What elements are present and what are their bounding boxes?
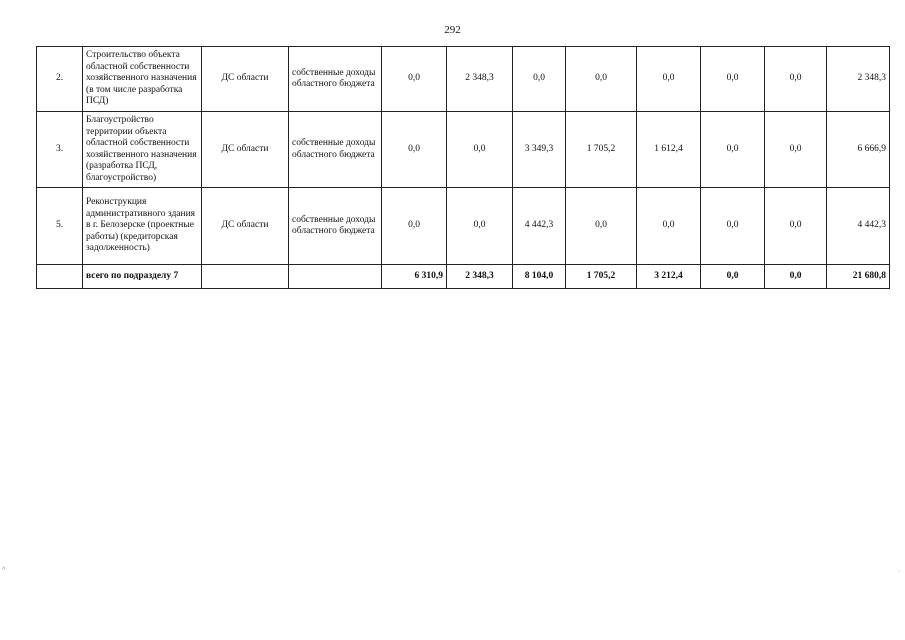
total-executor-cell (202, 265, 289, 289)
row-value: 0,0 (447, 112, 513, 188)
row-value: 0,0 (566, 188, 637, 265)
row-value: 0,0 (765, 47, 827, 112)
row-value: 0,0 (765, 188, 827, 265)
total-grand-value: 21 680,8 (827, 265, 890, 289)
row-value: 0,0 (513, 47, 566, 112)
row-value: 4 442,3 (513, 188, 566, 265)
page-number: 292 (444, 24, 461, 36)
row-source: собственные доходы областного бюджета (289, 112, 382, 188)
row-value: 0,0 (701, 112, 765, 188)
row-value: 0,0 (382, 47, 447, 112)
row-value: 0,0 (382, 188, 447, 265)
row-name: Строительство объекта областной собственности хозяйственного назначения (в том числе разработка ПСД) (83, 47, 202, 112)
row-total-value: 4 442,3 (827, 188, 890, 265)
row-executor: ДС области (202, 47, 289, 112)
row-index: 2. (37, 47, 83, 112)
row-executor: ДС области (202, 112, 289, 188)
scan-edge-mark-right: ˌ (898, 566, 900, 572)
total-value: 6 310,9 (382, 265, 447, 289)
scan-edge-mark-left: ˄ (2, 566, 6, 572)
row-index: 3. (37, 112, 83, 188)
total-source-cell (289, 265, 382, 289)
row-value: 0,0 (566, 47, 637, 112)
table-row (37, 112, 890, 188)
row-name: Реконструкция административного здания в г. Белозерске (проектные работы) (кредиторская задолженность) (83, 188, 202, 265)
total-value: 0,0 (765, 265, 827, 289)
row-source: собственные доходы областного бюджета (289, 47, 382, 112)
row-value: 0,0 (637, 47, 701, 112)
budget-table (36, 46, 890, 289)
total-index-cell (37, 265, 83, 289)
total-row (37, 265, 890, 289)
row-total-value: 2 348,3 (827, 47, 890, 112)
row-value: 1 705,2 (566, 112, 637, 188)
row-total-value: 6 666,9 (827, 112, 890, 188)
row-value: 0,0 (701, 188, 765, 265)
row-value: 1 612,4 (637, 112, 701, 188)
total-value: 2 348,3 (447, 265, 513, 289)
row-value: 0,0 (701, 47, 765, 112)
row-name: Благоустройство территории объекта областной собственности хозяйственного назначения (разработка ПСД, благоустройство) (83, 112, 202, 188)
total-value: 8 104,0 (513, 265, 566, 289)
total-value: 3 212,4 (637, 265, 701, 289)
table-row (37, 188, 890, 265)
row-executor: ДС области (202, 188, 289, 265)
total-label: всего по подразделу 7 (83, 265, 202, 289)
total-value: 1 705,2 (566, 265, 637, 289)
row-value: 2 348,3 (447, 47, 513, 112)
total-value: 0,0 (701, 265, 765, 289)
row-index: 5. (37, 188, 83, 265)
row-value: 0,0 (382, 112, 447, 188)
row-value: 0,0 (637, 188, 701, 265)
table-row (37, 47, 890, 112)
row-value: 3 349,3 (513, 112, 566, 188)
row-value: 0,0 (765, 112, 827, 188)
row-value: 0,0 (447, 188, 513, 265)
row-source: собственные доходы областного бюджета (289, 188, 382, 265)
